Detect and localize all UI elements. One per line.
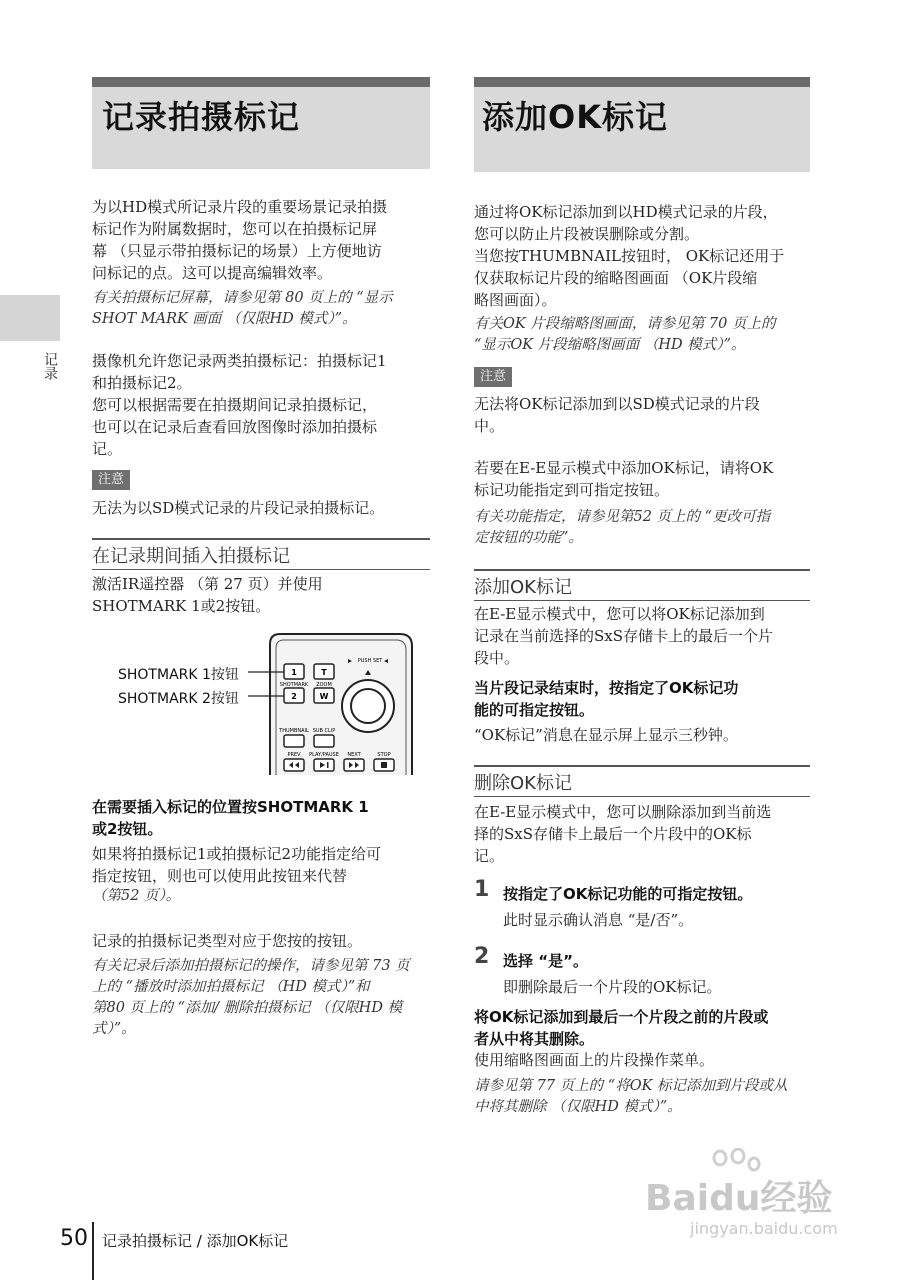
stop-caption: STOP xyxy=(377,752,391,758)
left-intro: 为以HD模式所记录片段的重要场景记录拍摄 标记作为附属数据时，您可以在拍摄标记屏 幕 （只显示带拍摄标记的场景）上方便地访 问标记的点。这可以提高编辑效率。 xyxy=(92,198,388,282)
right-page-title: 添加OK标记 xyxy=(482,98,669,136)
right-note-text: 无法将OK标记添加到以SD模式记录的片段 中。 xyxy=(474,395,760,435)
left-note-label: 注意 xyxy=(92,470,130,490)
next-caption: NEXT xyxy=(347,752,361,758)
watermark-logo: Baidu经验 xyxy=(645,1178,833,1219)
right-add-bold: 当片段记录结束时，按指定了OK标记功 能的可指定按钮。 xyxy=(474,679,739,719)
right-note-label: 注意 xyxy=(474,367,512,387)
left-subheading-insert: 在记录期间插入拍摄标记 xyxy=(92,538,430,570)
subclip-caption: SUB CLIP xyxy=(312,728,336,734)
right-subheading-add: 添加OK标记 xyxy=(474,569,810,601)
right-last-text: 使用缩略图画面上的片段操作菜单。 xyxy=(474,1051,715,1069)
step-1-number: 1 xyxy=(474,877,490,902)
playpause-caption: PLAY/PAUSE xyxy=(309,752,339,758)
left-step-bold: 在需要插入标记的位置按SHOTMARK 1 或2按钮。 xyxy=(92,798,369,838)
thumbnail-button[interactable] xyxy=(284,735,304,747)
right-ee-text: 若要在E-E显示模式中添加OK标记，请将OK 标记功能指定到可指定按钮。 xyxy=(474,459,774,499)
subclip-button[interactable] xyxy=(314,735,334,747)
right-intro-ref: 有关OK 片段缩略图画面，请参见第 70 页上的 “显示OK 片段缩略图画面 （HD 模式）”。 xyxy=(474,316,776,353)
right-last-ref: 请参见第 77 页上的 “将OK 标记添加到片段或从 中将其删除 （仅限HD 模式）”。 xyxy=(474,1078,788,1115)
shotmark2-callout: SHOTMARK 2按钮 xyxy=(118,691,239,707)
shotmark1-callout: SHOTMARK 1按钮 xyxy=(118,667,239,683)
side-tab xyxy=(0,295,60,341)
next-button[interactable] xyxy=(344,759,364,771)
right-subheading-delete: 删除OK标记 xyxy=(474,765,810,797)
left-add-ref: 有关记录后添加拍摄标记的操作，请参见第 73 页 上的 “播放时添加拍摄标记 （HD 模式）”和 第80 页上的 “添加/ 删除拍摄标记 （仅限HD 模 式）”。 xyxy=(92,958,410,1037)
right-add-text: 在E-E显示模式中，您可以将OK标记添加到 记录在当前选择的SxS存储卡上的最后一个片 段中。 xyxy=(474,605,774,667)
step-2-result: 即删除最后一个片段的OK标记。 xyxy=(503,978,722,996)
watermark-url: jingyan.baidu.com xyxy=(690,1219,838,1238)
page-number: 50 xyxy=(60,1226,88,1251)
footer-section-title: 记录拍摄标记 / 添加OK标记 xyxy=(102,1232,289,1250)
right-del-text: 在E-E显示模式中，您可以删除添加到当前选 择的SxS存储卡上最后一个片段中的OK标 记。 xyxy=(474,803,772,865)
left-types-text: 摄像机允许您记录两类拍摄标记：拍摄标记1 和拍摄标记2。 您可以根据需要在拍摄期间记录拍摄标记， 也可以在记录后查看回放图像时添加拍摄标 记。 xyxy=(92,352,387,458)
left-insert-text: 激活IR遥控器 （第 27 页）并使用 SHOTMARK 1或2按钮。 xyxy=(92,575,323,615)
right-add-result: “OK标记”消息在显示屏上显示三秒钟。 xyxy=(474,726,738,744)
shotmark-2-button-label: 2 xyxy=(291,692,297,701)
shotmark-caption: SHOTMARK xyxy=(279,682,309,688)
shotmark-1-button-label: 1 xyxy=(291,668,297,677)
ir-remote-illustration xyxy=(240,630,420,775)
stop-icon xyxy=(381,762,387,768)
left-type-text: 记录的拍摄标记类型对应于您按的按钮。 xyxy=(92,932,363,950)
step-2-number: 2 xyxy=(474,944,490,969)
step-1-text: 按指定了OK标记功能的可指定按钮。 xyxy=(503,885,753,903)
joystick-center[interactable] xyxy=(351,689,385,723)
right-intro: 通过将OK标记添加到以HD模式记录的片段， 您可以防止片段被误删除或分割。 当您按THUMBNAIL按钮时， OK标记还用于 仅获取标记片段的缩略图画面 （OK片段缩 略图画面）。 xyxy=(474,203,785,309)
step-2-text: 选择 “是”。 xyxy=(503,952,588,970)
right-ee-ref: 有关功能指定，请参见第52 页上的 “更改可指 定按钮的功能”。 xyxy=(474,509,771,546)
zoom-t-button-label: T xyxy=(321,668,327,677)
step-1-result: 此时显示确认消息 “是/否”。 xyxy=(503,911,694,929)
zoom-w-button-label: W xyxy=(319,692,329,701)
prev-caption: PREV xyxy=(287,752,301,758)
right-last-bold: 将OK标记添加到最后一个片段之前的片段或 者从中将其删除。 xyxy=(474,1008,769,1048)
left-assign-ref: （第52 页）。 xyxy=(92,888,181,904)
left-intro-ref: 有关拍摄标记屏幕，请参见第 80 页上的 “显示 SHOT MARK 画面 （仅限HD 模式）”。 xyxy=(92,290,393,327)
zoom-caption: ZOOM xyxy=(316,682,332,688)
side-tab-label: 记录 xyxy=(42,352,58,380)
prev-button[interactable] xyxy=(284,759,304,771)
left-assign-text: 如果将拍摄标记1或拍摄标记2功能指定给可 指定按钮，则也可以使用此按钮来代替 xyxy=(92,845,382,885)
footer-divider xyxy=(92,1222,94,1280)
left-page-title: 记录拍摄标记 xyxy=(102,98,301,136)
thumbnail-caption: THUMBNAIL xyxy=(279,728,309,734)
push-set-caption: PUSH SET xyxy=(357,658,383,664)
left-note-text: 无法为以SD模式记录的片段记录拍摄标记。 xyxy=(92,499,385,517)
